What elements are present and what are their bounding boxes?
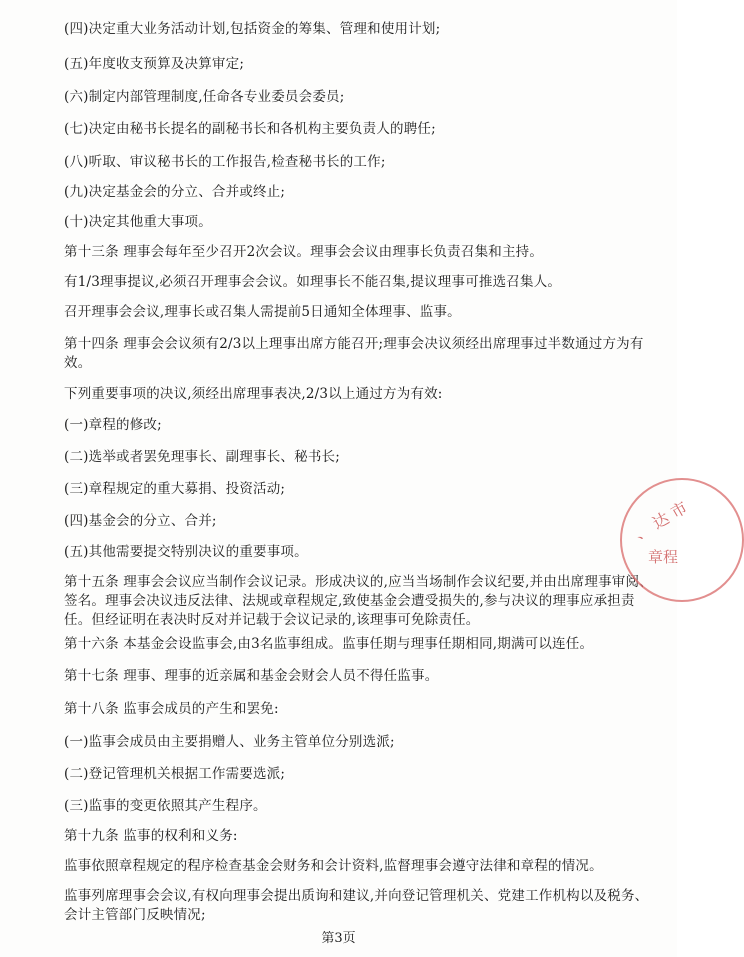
text-line: (二)登记管理机关根据工作需要选派;	[64, 766, 286, 782]
page-number: 第3页	[321, 931, 356, 946]
text-line: (七)决定由秘书长提名的副秘书长和各机构主要负责人的聘任;	[64, 121, 436, 137]
text-line: 召开理事会会议,理事长或召集人需提前5日通知全体理事、监事。	[64, 304, 461, 320]
text-line: (一)监事会成员由主要捐赠人、业务主管单位分别选派;	[64, 734, 395, 750]
article-paragraph: 第十八条 监事会成员的产生和罢免:	[64, 701, 279, 717]
text-line: (八)听取、审议秘书长的工作报告,检查秘书长的工作;	[64, 154, 386, 170]
text-paragraph: 监事列席理事会会议,有权向理事会提出质询和建议,并向登记管理机关、党建工作机构以及税务、会计主管部门反映情况;	[64, 888, 649, 923]
text-line: (六)制定内部管理制度,任命各专业委员会委员;	[64, 89, 345, 105]
article-paragraph: 第十六条 本基金会设监事会,由3名监事组成。监事任期与理事任期相同,期满可以连任。	[64, 636, 594, 652]
article-paragraph: 第十四条 理事会会议须有2/3以上理事出席方能召开;理事会决议须经出席理事过半数通过方为有效。	[64, 336, 644, 371]
article-paragraph: 第十五条 理事会会议应当制作会议记录。形成决议的,应当当场制作会议纪要,并由出席理事审阅、签名。理事会决议违反法律、法规或章程规定,致使基金会遭受损失的,参与决议的理事应承担责任。但经证明在表决时反对并记载于会议记录的,该理事可免除责任。	[64, 574, 653, 628]
text-line: 监事依照章程规定的程序检查基金会财务和会计资料,监督理事会遵守法律和章程的情况。	[64, 858, 603, 874]
text-line: (四)决定重大业务活动计划,包括资金的筹集、管理和使用计划;	[64, 21, 441, 37]
article-paragraph: 第十三条 理事会每年至少召开2次会议。理事会会议由理事长负责召集和主持。	[64, 244, 544, 260]
seal-stamp-text: 、 达 市	[630, 497, 691, 544]
text-line: (五)其他需要提交特别决议的重要事项。	[64, 544, 308, 560]
text-line: 下列重要事项的决议,须经出席理事表决,2/3以上通过方为有效:	[64, 386, 443, 402]
seal-stamp-text: 章程	[648, 548, 679, 566]
text-line: (二)选举或者罢免理事长、副理事长、秘书长;	[64, 449, 340, 465]
article-paragraph: 第十九条 监事的权利和义务:	[64, 828, 238, 844]
text-line: (一)章程的修改;	[64, 417, 162, 433]
text-line: (三)监事的变更依照其产生程序。	[64, 798, 267, 814]
text-line: (四)基金会的分立、合并;	[64, 513, 217, 529]
text-line: (五)年度收支预算及决算审定;	[64, 56, 245, 72]
article-paragraph: 第十七条 理事、理事的近亲属和基金会财会人员不得任监事。	[64, 668, 439, 684]
text-line: (三)章程规定的重大募捐、投资活动;	[64, 481, 286, 497]
text-line: (十)决定其他重大事项。	[64, 214, 212, 230]
text-line: (九)决定基金会的分立、合并或终止;	[64, 184, 286, 200]
text-line: 有1/3理事提议,必须召开理事会会议。如理事长不能召集,提议理事可推选召集人。	[64, 274, 562, 290]
